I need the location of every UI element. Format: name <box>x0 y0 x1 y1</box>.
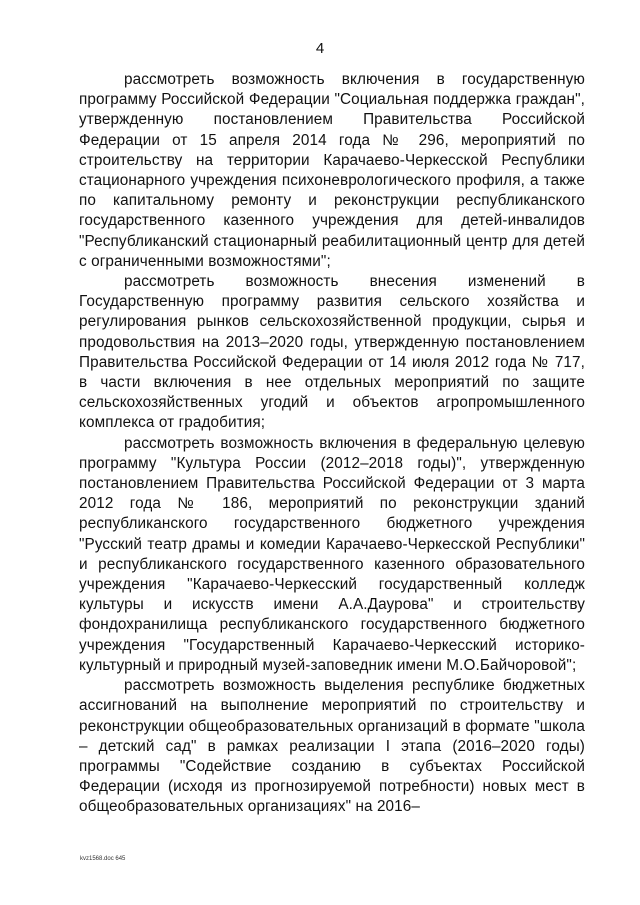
footer-file-reference: kvz1568.doc 645 <box>80 856 126 862</box>
paragraph-schools: рассмотреть возможность выделения республике бюджетных ассигнований на выполнение мероприятий по строительству и реконструкции общеобразовательных организаций в формате "школа – детский сад" в рамках реализации I этапа (2016–2020 годы) программы "Содействие созданию в субъектах Российской Федерации (исходя из прогнозируемой потребности) новых мест в общеобразовательных организациях" на 2016– <box>79 677 585 816</box>
paragraph-social-support: рассмотреть возможность включения в государственную программу Российской Федерации "Социальная поддержка граждан", утвержденную постановлением Правительства Российской Федерации от 15 апреля 2014 года № 296, мероприятий по строительству на территории Карачаево-Черкесской Республики стационарного учреждения психоневрологического профиля, а также по капитальному ремонту и реконструкции республиканского государственного казенного учреждения для детей-инвалидов "Республиканский стационарный реабилитационный центр для детей с ограниченными возможностями"; <box>79 71 585 270</box>
paragraph-agriculture: рассмотреть возможность внесения изменений в Государственную программу развития сельского хозяйства и регулирования рынков сельскохозяйственной продукции, сырья и продовольствия на 2013–2020 годы, утвержденную постановлением Правительства Российской Федерации от 14 июля 2012 года № 717, в части включения в нее отдельных мероприятий по защите сельскохозяйственных угодий и объектов агропромышленного комплекса от градобития; <box>79 273 585 432</box>
page-number: 4 <box>315 40 325 57</box>
paragraph-culture: рассмотреть возможность включения в федеральную целевую программу "Культура России (2012–2018 годы)", утвержденную постановлением Правительства Российской Федерации от 3 марта 2012 года № 186, мероприятий по реконструкции зданий республиканского государственного бюджетного учреждения "Русский театр драмы и комедии Карачаево-Черкесской Республики" и республиканского государственного казенного образовательного учреждения "Карачаево-Черкесский государственный колледж культуры и искусств имени А.А.Даурова" и строительству фондохранилища республиканского государственного бюджетного учреждения "Государственный Карачаево-Черкесский историко-культурный и природный музей-заповедник имени М.О.Байчоровой"; <box>79 434 585 674</box>
document-body <box>79 70 585 818</box>
